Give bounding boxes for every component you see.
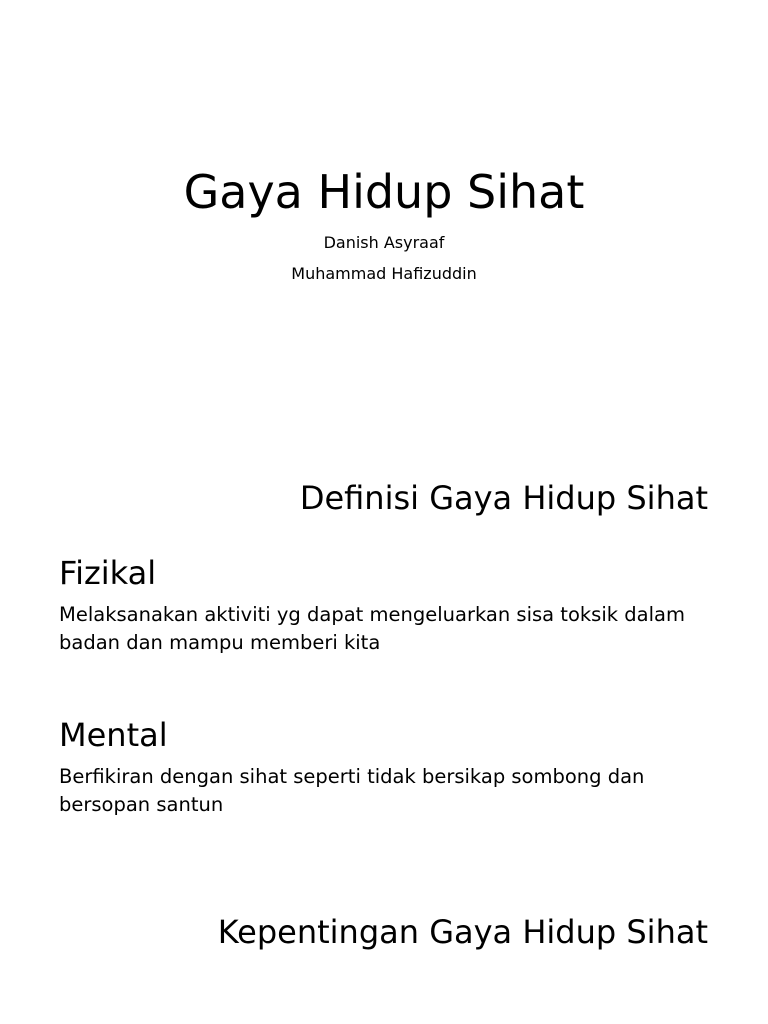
section-heading-mental: Mental xyxy=(59,716,168,754)
slide-title: Kepentingan Gaya Hidup Sihat xyxy=(217,913,708,951)
title-slide xyxy=(0,0,768,440)
author-name: Muhammad Hafizuddin xyxy=(291,264,477,283)
section-body-mental: Berfikiran dengan sihat seperti tidak bersikap sombong dan bersopan santun xyxy=(59,765,645,816)
importance-slide xyxy=(0,870,768,1024)
definition-slide xyxy=(0,440,768,870)
slide-title: Definisi Gaya Hidup Sihat xyxy=(299,479,708,517)
presentation-title: Gaya Hidup Sihat xyxy=(183,165,585,219)
section-heading-fizikal: Fizikal xyxy=(59,554,157,592)
author-name: Danish Asyraaf xyxy=(323,233,445,252)
section-body-fizikal: Melaksanakan aktiviti yg dapat mengeluarkan sisa toksik dalam badan dan mampu memberi kita xyxy=(59,603,685,654)
